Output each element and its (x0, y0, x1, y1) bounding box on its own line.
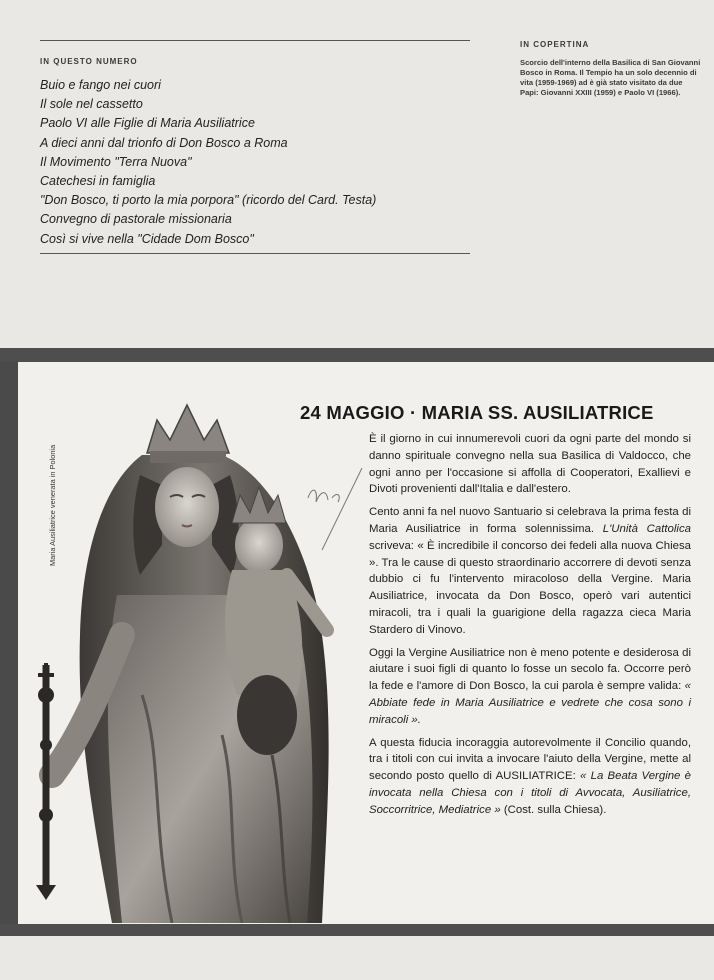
toc-item[interactable]: A dieci anni dal trionfo di Don Bosco a Roma (40, 135, 288, 150)
italic-span: « Abbiate fede in Maria Ausiliatrice e vedrete che cosa sono i miracoli ». (369, 680, 691, 726)
toc-item[interactable]: Così si vive nella "Cidade Dom Bosco" (40, 231, 254, 246)
feature-headline: 24 MAGGIO · MARIA SS. AUSILIATRICE (300, 402, 654, 423)
toc-bottom-rule (40, 253, 470, 254)
left-bar (0, 362, 18, 924)
cover-label: IN COPERTINA (520, 40, 590, 49)
paragraph (369, 645, 691, 729)
toc-item[interactable]: Buio e fango nei cuori (40, 78, 161, 92)
table-of-contents (40, 76, 480, 249)
toc-item[interactable]: Il sole nel cassetto (40, 97, 143, 112)
top-band (0, 348, 714, 362)
text-span: Oggi la Vergine Ausiliatrice non è meno potente e desiderosa di aiutare i suoi figli di quanto lo fosse un secolo fa. Occorre però la fede e l'amore di Don Bosco, la cui parola è sempre valida: (369, 646, 691, 693)
paragraph: È il giorno in cui innumerevoli cuori da ogni parte del mondo si danno spirituale convegno nella sua Basilica di Valdocco, che ogni anno per l'occasione si affolla di Cooperatori, Exallievi e Divoti provenienti dall'Italia e dall'estero. (369, 433, 691, 496)
paragraph (369, 735, 691, 819)
text-span: A questa fiducia incoraggia autorevolmente il Concilio quando, tra i titoli con cui invita a invocare l'aiuto della Vergine, mette al secondo posto quello di AUSILIATRICE: (369, 736, 691, 783)
pencil-marks (300, 458, 370, 558)
toc-item[interactable]: Catechesi in famiglia (40, 174, 156, 189)
paragraph (369, 504, 691, 638)
text-span: (Cost. sulla Chiesa). (500, 803, 607, 816)
top-rule (40, 40, 470, 41)
photo-caption: Maria Ausiliatrice venerata in Polonia (48, 444, 57, 566)
toc-item[interactable]: Paolo VI alle Figlie di Maria Ausiliatrice (40, 116, 255, 131)
toc-item[interactable]: Convegno di pastorale missionaria (40, 212, 232, 227)
section-label: IN QUESTO NUMERO (40, 57, 138, 66)
text-span: Cento anni fa nel nuovo Santuario si celebrava la prima festa di Maria Ausiliatrice in forma solennissima. (369, 506, 691, 535)
toc-item[interactable]: "Don Bosco, ti porto la mia porpora" (ricordo del Card. Testa) (40, 193, 377, 208)
toc-item[interactable]: Il Movimento "Terra Nuova" (40, 154, 192, 169)
cover-description: Scorcio dell'interno della Basilica di San Giovanni Bosco in Roma. Il Tempio ha un solo decennio di vita (1959-1969) ad è già stato visitato da due Papi: Giovanni XXIII (1959) e Paolo VI (1966). (520, 58, 701, 97)
italic-span: L'Unità Cattolica (602, 522, 691, 535)
feature-body (369, 431, 691, 825)
italic-span: « La Beata Vergine è invocata nella Chiesa con i titoli di Avvocata, Ausiliatrice, Soccorritrice, Mediatrice » (369, 770, 691, 816)
text-span: scriveva: « È incredibile il concorso dei fedeli alla nuova Chiesa ». Tra le cause di questo straordinario accorrere di devoti senza dubbio ci fu l'intervento miracoloso della Vergine. Maria Ausiliatrice, invocata da Don Bosco, operò vari autentici miracoli, tra i quali la guarigione della ragazza cieca Maria Stardero di Vinovo. (369, 539, 691, 636)
bottom-band (0, 924, 714, 936)
madonna-statue-photo (22, 395, 342, 923)
